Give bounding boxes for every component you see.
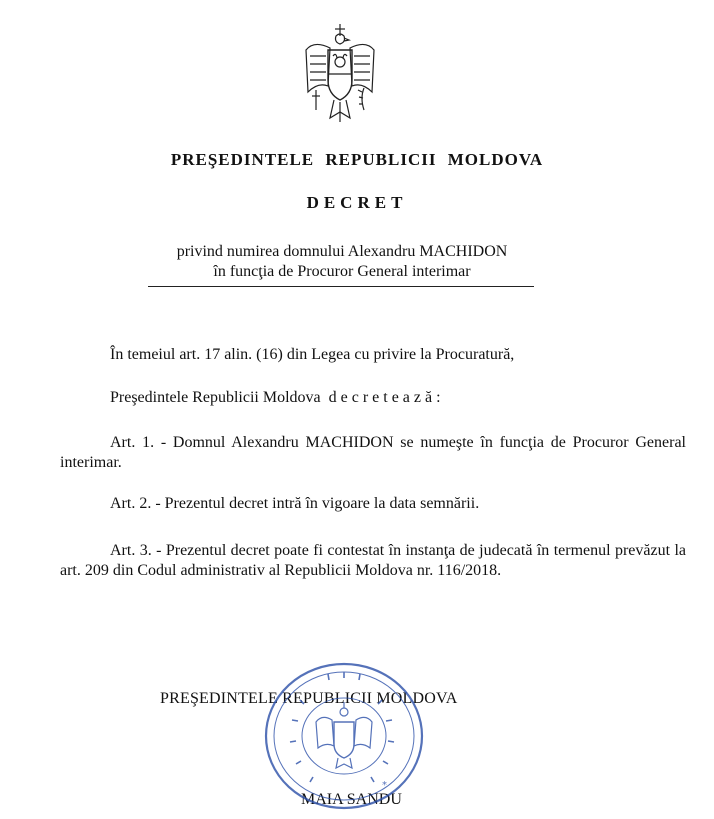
decree-verb: decretează: bbox=[328, 389, 445, 406]
subject-line-2: în funcţia de Procuror General interimar bbox=[213, 263, 471, 280]
article-2-text: Art. 2. - Prezentul decret intră în vigoare la data semnării. bbox=[110, 495, 480, 512]
official-seal-icon bbox=[262, 660, 426, 812]
decree-lead-paragraph bbox=[60, 388, 686, 408]
subject-line-1: privind numirea domnului Alexandru MACHIDON bbox=[176, 243, 508, 260]
legal-basis-paragraph bbox=[60, 345, 686, 365]
legal-basis-text: În temeiul art. 17 alin. (16) din Legea cu privire la Procuratură, bbox=[110, 346, 515, 363]
article-3-text: Art. 3. - Prezentul decret poate fi contestat în instanţa de judecată în termenul prevăzut la art. 209 din Codul administrativ al Republicii Moldova nr. 116/2018. bbox=[60, 542, 686, 579]
decree-subject bbox=[0, 242, 684, 282]
article-2 bbox=[60, 494, 686, 514]
article-3 bbox=[60, 541, 686, 581]
article-1-text: Art. 1. - Domnul Alexandru MACHIDON se numeşte în funcţia de Procuror General interimar. bbox=[60, 434, 686, 471]
article-1 bbox=[60, 433, 686, 473]
issuer-heading: PREŞEDINTELE REPUBLICII MOLDOVA bbox=[170, 150, 544, 169]
decree-lead-text: Preşedintele Republicii Moldova bbox=[110, 389, 321, 406]
signatory-name: MAIA SANDU bbox=[301, 791, 402, 808]
document-type: DECRET bbox=[306, 193, 408, 212]
subject-underline bbox=[148, 286, 534, 287]
signature-title: PREŞEDINTELE REPUBLICII MOLDOVA bbox=[160, 690, 458, 707]
svg-text:*: * bbox=[382, 780, 387, 791]
moldova-coat-of-arms-icon bbox=[300, 22, 380, 130]
